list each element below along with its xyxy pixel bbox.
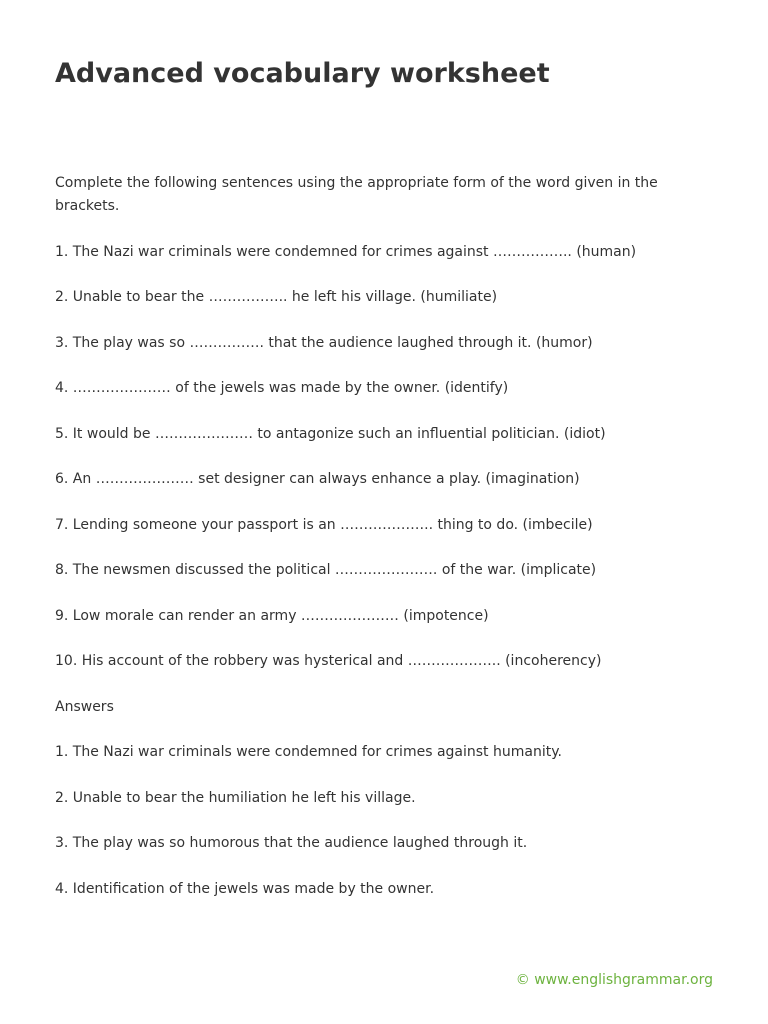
exercise-item: 3. The play was so ……………. that the audience laughed through it. (humor) [55, 334, 593, 351]
exercise-item: 8. The newsmen discussed the political …………………. of the war. (implicate) [55, 562, 597, 578]
exercise-item: 4. ………………… of the jewels was made by the owner. (identify) [55, 380, 509, 396]
answer-item: 3. The play was so humorous that the audience laughed through it. [55, 835, 528, 851]
exercise-item: 10. His account of the robbery was hysterical and ……………….. (incoherency) [55, 653, 602, 669]
exercise-item: 1. The Nazi war criminals were condemned for crimes against …………….. (human) [55, 243, 637, 260]
answer-item: 4. Identification of the jewels was made by the owner. [55, 880, 435, 897]
instructions: Complete the following sentences using the appropriate form of the word given in the brackets. [55, 175, 658, 214]
answer-item: 1. The Nazi war criminals were condemned for crimes against humanity. [55, 744, 562, 760]
footer-credit-link[interactable]: © www.englishgrammar.org [515, 972, 713, 988]
page-title: Advanced vocabulary worksheet [55, 58, 550, 89]
exercise-item: 9. Low morale can render an army ………………… (impotence) [55, 607, 489, 624]
worksheet-content [55, 172, 695, 923]
exercise-item: 6. An ………………… set designer can always enhance a play. (imagination) [55, 471, 580, 487]
exercise-item: 5. It would be ………………… to antagonize such an influential politician. (idiot) [55, 425, 606, 442]
exercise-item: 2. Unable to bear the …………….. he left his village. (humiliate) [55, 289, 498, 305]
answer-item: 2. Unable to bear the humiliation he left his village. [55, 789, 416, 806]
answers-heading: Answers [55, 698, 114, 715]
exercise-item: 7. Lending someone your passport is an ……………….. thing to do. (imbecile) [55, 516, 593, 533]
